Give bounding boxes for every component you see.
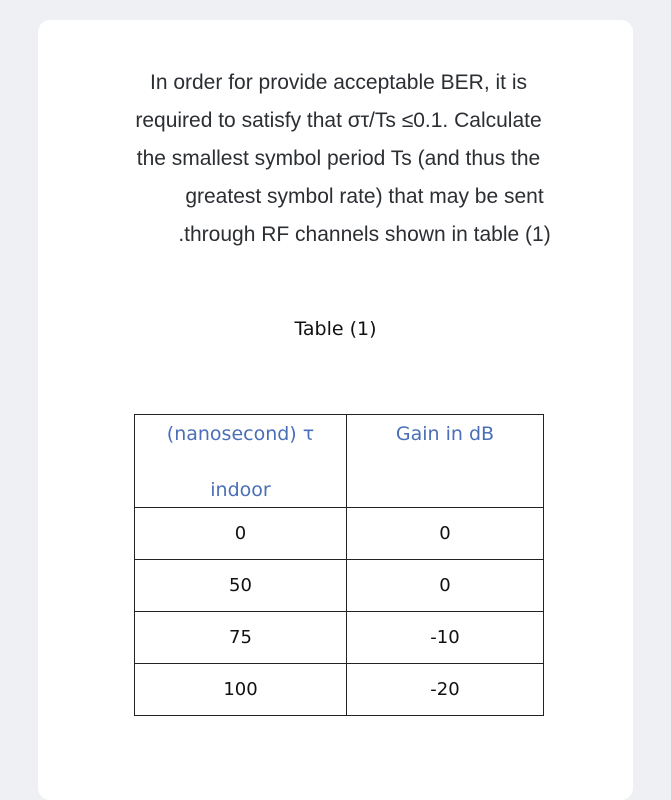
table-row: [135, 560, 544, 612]
table-row: [135, 612, 544, 664]
question-line-5: .through RF channels shown in table (1): [178, 223, 551, 246]
table-header-row: [135, 415, 544, 508]
question-text: [86, 64, 591, 254]
question-line-3: the smallest symbol period Ts (and thus the: [136, 147, 541, 170]
question-line-2: required to satisfy that στ/Ts ≤0.1. Calculate: [135, 109, 542, 132]
gain-header-label: Gain in dB: [395, 423, 495, 445]
delay-gain-table: [134, 414, 544, 716]
tau-header-label: (nanosecond) τ: [166, 423, 315, 445]
table-row: [135, 664, 544, 716]
tau-cell: 100: [135, 664, 347, 716]
gain-cell: -20: [347, 664, 544, 716]
indoor-header-label: indoor: [210, 479, 271, 501]
table-caption: Table (1): [294, 318, 377, 340]
gain-header-cell: [347, 415, 544, 508]
tau-header-cell: [135, 415, 347, 508]
gain-cell: 0: [347, 560, 544, 612]
gain-cell: -10: [347, 612, 544, 664]
question-line-4: greatest symbol rate) that may be sent: [185, 185, 544, 208]
tau-cell: 0: [135, 508, 347, 560]
table-row: [135, 508, 544, 560]
tau-cell: 50: [135, 560, 347, 612]
gain-cell: 0: [347, 508, 544, 560]
question-card: [38, 20, 633, 800]
question-line-1: In order for provide acceptable BER, it is: [149, 71, 527, 94]
tau-cell: 75: [135, 612, 347, 664]
